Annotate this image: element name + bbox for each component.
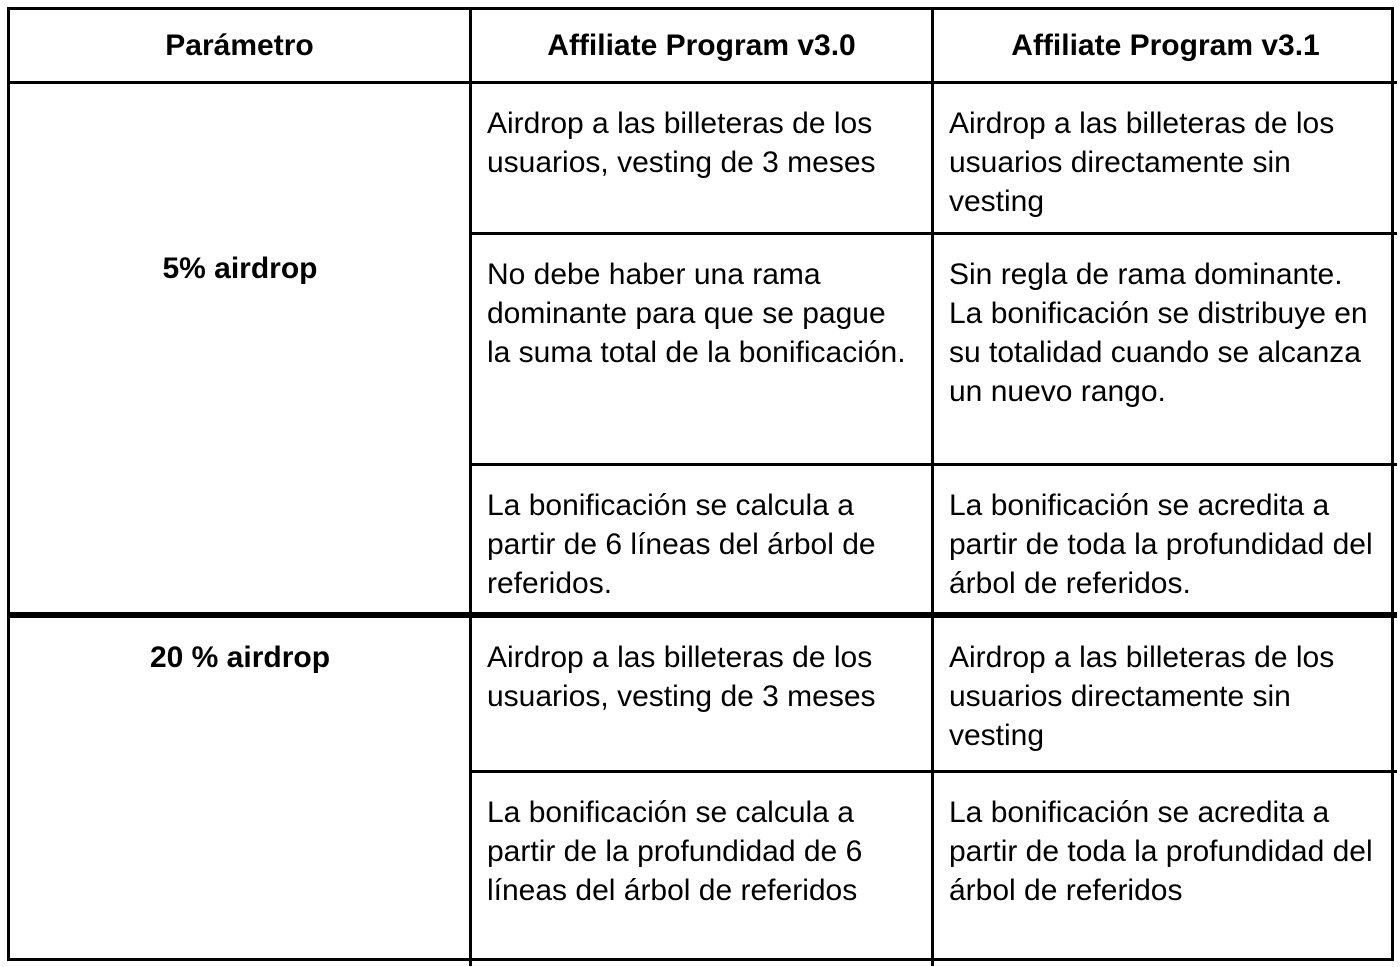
header-v31: Affiliate Program v3.1: [934, 10, 1397, 84]
v31-cell: Sin regla de rama dominante. La bonificación se distribuye en su totalidad cuando se alcanza un nuevo rango.: [934, 235, 1397, 466]
v30-cell: Airdrop a las billeteras de los usuarios, vesting de 3 meses: [472, 618, 934, 773]
v30-cell: Airdrop a las billeteras de los usuarios, vesting de 3 meses: [472, 84, 934, 235]
v30-cell: No debe haber una rama dominante para que se pague la suma total de la bonificación.: [472, 235, 934, 466]
v31-cell: Airdrop a las billeteras de los usuarios directamente sin vesting: [934, 84, 1397, 235]
parameter-cell: 20 % airdrop: [10, 618, 472, 966]
v30-cell: La bonificación se calcula a partir de 6 líneas del árbol de referidos.: [472, 466, 934, 618]
v31-cell: La bonificación se acredita a partir de toda la profundidad del árbol de referidos.: [934, 466, 1397, 618]
comparison-table: [7, 7, 1394, 961]
parameter-cell: 5% airdrop: [10, 84, 472, 618]
header-v30: Affiliate Program v3.0: [472, 10, 934, 84]
v31-cell: La bonificación se acredita a partir de toda la profundidad del árbol de referidos: [949, 796, 1373, 907]
v30-cell: La bonificación se calcula a partir de la profundidad de 6 líneas del árbol de referidos: [472, 773, 934, 966]
v31-cell: Airdrop a las billeteras de los usuarios directamente sin vesting: [934, 618, 1397, 773]
header-parametro: Parámetro: [10, 10, 472, 84]
